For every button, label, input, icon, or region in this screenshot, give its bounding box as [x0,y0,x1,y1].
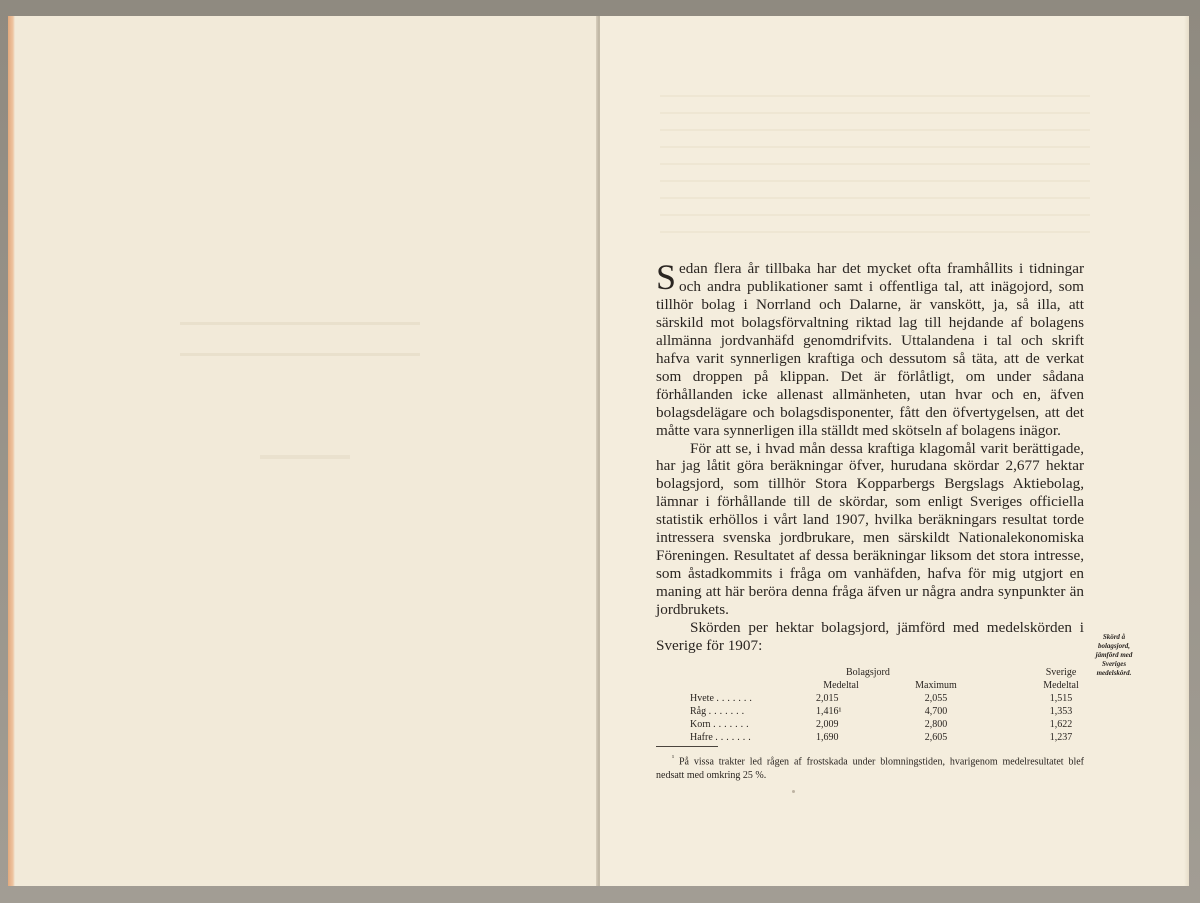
medeltal-value: 2,015 [816,693,839,704]
medeltal-header: Medeltal [823,680,859,691]
harvest-table [690,666,1116,744]
left-page-edge [8,16,15,886]
maximum-value: 2,800 [924,719,948,730]
crop-name: Hvete [690,693,714,704]
footnote [656,752,1084,782]
body-text [656,257,1084,655]
table-row: Hvete ....... 2,015 2,055 1,515 [690,692,1116,705]
paragraph-3: Skörden per hektar bolagsjord, jämförd med medelskörden i Sverige för 1907: [656,619,1084,655]
medeltal-value: 1,690 [816,732,839,743]
maximum-value: 2,605 [924,732,948,743]
sverige-value: 1,515 [1049,693,1073,704]
left-page [8,16,597,886]
paragraph-1 [656,257,1084,440]
show-through-rule [260,455,350,459]
paragraph-1-text: edan flera år tillbaka har det mycket ofta framhållits i tidningar och andra publikationer samt i offentliga tal, att inägojord, som tillhör bolag i Norrland och Dalarne, är vanskött, ja, så illa, att särskild mot bolagsförvaltning riktad lag till hejdande af bolagens allmänna jordvanhäfd genomdrifvits. Uttalandena i tal och skrift hafva varit synnerligen kraftiga och dessutom så täta, att de verkat som droppen på klippan. Det är förlåtligt, om under sådana förhållanden icke allenast allmänheten, utan hvar och en, äfven bolagsdelägare och bolagsdisponenter, fått den öfvertygelsen, att det måtte vara synnerligen illa ställdt med skötseln af bolagens inägor. [656,260,1084,439]
paragraph-2: För att se, i hvad mån dessa kraftiga klagomål varit berättigade, har jag låtit göra beräkningar öfver, hurudana skördar 2,677 hektar bolagsjord, som tillhör Stora Kopparbergs Bergslags Aktiebolag, lämnar i förhållande till de skördar, som enligt Sveriges officiella statistik erhöllos i vårt land 1907, hvilka beräkningars resultat torde intressera svenska jordbrukare, men särskildt Nationalekonomiska Föreningen. Resultatet af dessa beräkningar liksom det stora intresse, som åstadkommits i fråga om vanhäfden, hafva för mig utgjort en maning att här beröra denna fråga äfven ur några andra synpunkter än jordbrukets. [656,439,1084,619]
table-group-header-row [690,666,1116,679]
sverige-value: 1,237 [1049,732,1073,743]
sverige-header: Sverige [1045,667,1077,678]
table-row: Korn ....... 2,009 2,800 1,622 [690,718,1116,731]
maximum-header: Maximum [915,680,957,691]
bolagsjord-header: Bolagsjord [846,667,890,678]
drop-cap: S [656,257,677,297]
footnote-rule [656,746,718,747]
crop-name: Hafre [690,732,713,743]
right-page-edge [1184,16,1189,886]
table-column-header-row [690,679,1116,692]
maximum-value: 2,055 [924,693,948,704]
sverige-value: 1,353 [1049,706,1073,717]
footnote-marker: ¹ [672,754,675,762]
maximum-value: 4,700 [924,706,948,717]
sverige-medeltal-header: Medeltal [1043,680,1079,691]
sverige-value: 1,622 [1049,719,1073,730]
show-through-lines [660,95,1090,245]
paper-speck [792,790,795,793]
footnote-text: På vissa trakter led rågen af frostskada under blomningstiden, hvarigenom medelresultatet blef nedsatt med omkring 25 %. [656,756,1084,781]
crop-name: Korn [690,719,711,730]
medeltal-value: 2,009 [816,719,839,730]
margin-note: Skörd å bolagsjord, jämförd med Sveriges medelskörd. [1095,633,1133,677]
table-row: Råg ....... 1,416¹ 4,700 1,353 [690,705,1116,718]
show-through-block [180,322,420,356]
table-row: Hafre ....... 1,690 2,605 1,237 [690,731,1116,744]
crop-name: Råg [690,706,707,717]
medeltal-value: 1,416¹ [816,706,842,717]
